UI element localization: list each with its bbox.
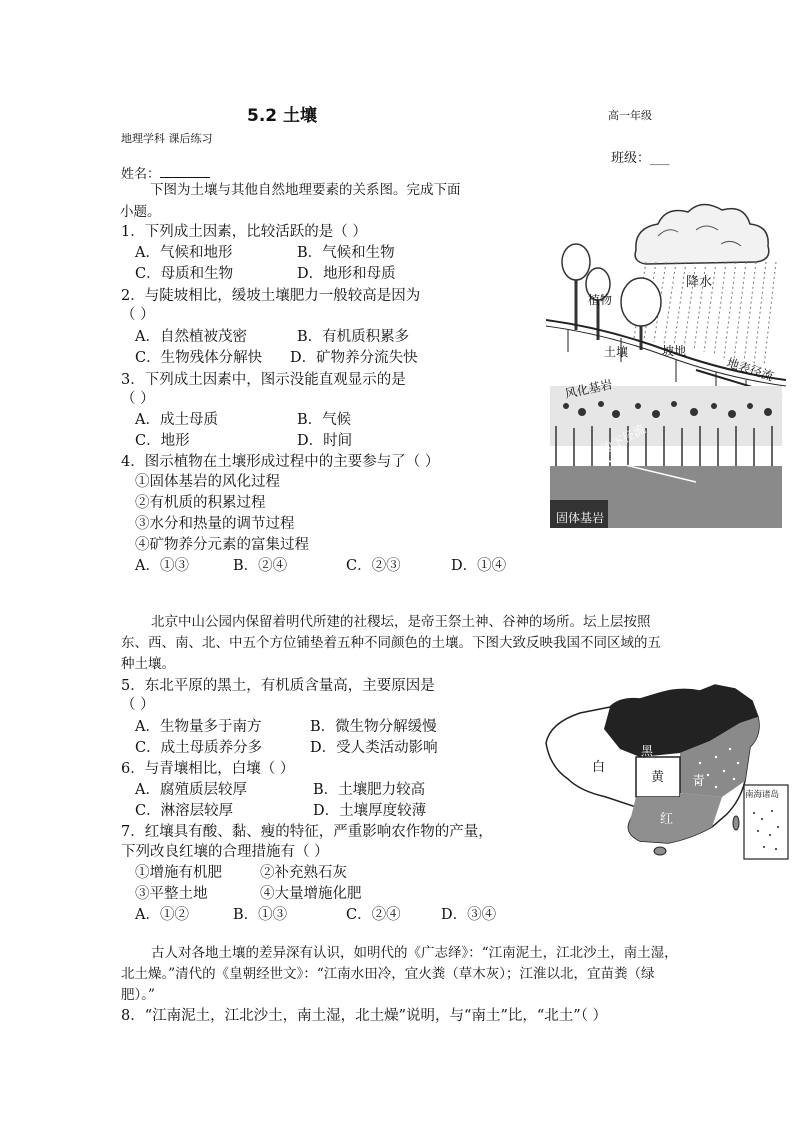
section3-intro: 古人对各地土壤的差异深有认识，如明代的《广志绎》：“江南泥土，江北沙土，南土湿，北土燥。”清代的《皇朝经世文》：“江南水田冷，宜火粪（草木灰）；江淮以北，宜苗粪（绿肥）。”	[121, 945, 678, 1003]
slope-label: 坡地	[662, 344, 687, 358]
q2-option-b[interactable]: B．有机质积累多	[297, 329, 410, 345]
q7-option-d[interactable]: D．③④	[441, 907, 497, 923]
q7-stem: 7．红壤具有酸、黏、瘦的特征，严重影响农作物的产量，	[121, 824, 493, 840]
soil-relationship-figure	[546, 200, 786, 532]
q5-answer-paren[interactable]: （ ）	[121, 697, 155, 713]
q8-stem: 8．“江南泥土，江北沙土，南土湿，北土燥”说明，与“南土”比，“北土”（ ）	[121, 1008, 608, 1024]
q4-option-b[interactable]: B．②④	[233, 558, 288, 574]
q3-option-c[interactable]: C．地形	[135, 433, 190, 449]
q7-statement-4: ④大量增施化肥	[260, 886, 362, 902]
name-label: 姓名：	[121, 167, 161, 182]
q7-stem-cont: 下列改良红壤的合理措施有（ ）	[121, 844, 329, 860]
surface-runoff-label: 地表径流	[725, 355, 776, 384]
q3-answer-paren[interactable]: （ ）	[121, 391, 155, 407]
groundwater-label: 地下径流	[598, 421, 648, 457]
islands-label: 南海诸岛	[745, 790, 780, 800]
q4-statement-4: ④矿物养分元素的富集过程	[135, 537, 309, 553]
q6-option-a[interactable]: A．腐殖质层较厚	[135, 782, 247, 798]
q1-option-b[interactable]: B．气候和生物	[297, 245, 395, 261]
q4-statement-2: ②有机质的积累过程	[135, 495, 266, 511]
q1-option-c[interactable]: C．母质和生物	[135, 266, 234, 282]
name-blank[interactable]	[160, 177, 210, 178]
q6-option-c[interactable]: C．淋溶层较厚	[135, 803, 234, 819]
q4-statement-3: ③水分和热量的调节过程	[135, 516, 295, 532]
q1-option-d[interactable]: D．地形和母质	[297, 266, 396, 282]
q5-option-c[interactable]: C．成土母质养分多	[135, 740, 263, 756]
section2-intro: 北京中山公园内保留着明代所建的社稷坛，是帝王祭土神、谷神的场所。坛上层按照东、西、南、北、中五个方位铺垫着五种不同颜色的土壤。下图大致反映我国不同区域的五种土壤。	[121, 614, 661, 672]
q4-option-a[interactable]: A．①③	[135, 558, 189, 574]
q3-stem: 3．下列成土因素中，图示没能直观显示的是	[121, 372, 406, 388]
q7-option-a[interactable]: A．①②	[135, 907, 189, 923]
q6-option-b[interactable]: B．土壤肥力较高	[313, 782, 426, 798]
page-title: 5.2 土壤	[247, 106, 318, 126]
soil-color-map	[540, 683, 790, 863]
cloud-icon	[635, 204, 769, 264]
rain-label: 降水	[686, 275, 713, 290]
q7-statement-1: ①增施有机肥	[135, 865, 222, 881]
class-label: 班级：___	[611, 151, 670, 166]
section1-intro-cont: 小题。	[120, 204, 161, 220]
weathered-bedrock-label: 风化基岩	[563, 377, 614, 401]
q7-statement-2: ②补充熟石灰	[260, 865, 347, 881]
q5-option-d[interactable]: D．受人类活动影响	[310, 740, 438, 756]
q6-option-d[interactable]: D．土壤厚度较薄	[313, 803, 427, 819]
q2-stem-text: 2．与陡坡相比，缓坡土壤肥力一般较高是因为	[121, 288, 421, 304]
q3-option-d[interactable]: D．时间	[297, 433, 353, 449]
q4-option-c[interactable]: C．②③	[346, 558, 401, 574]
subject-label: 地理学科 课后练习	[121, 132, 213, 145]
q3-option-b[interactable]: B．气候	[297, 412, 352, 428]
red-soil-label: 红	[660, 812, 674, 827]
plant-label: 植物	[588, 293, 613, 307]
q3-option-a[interactable]: A．成土母质	[135, 412, 218, 428]
q5-option-a[interactable]: A．生物量多于南方	[135, 719, 262, 735]
q4-stem: 4．图示植物在土壤形成过程中的主要参与了（ ）	[121, 454, 440, 470]
black-soil-label: 黑	[641, 744, 654, 758]
q7-statement-3: ③平整土地	[135, 886, 208, 902]
white-soil-label: 白	[592, 760, 606, 775]
section1-intro: 下图为土壤与其他自然地理要素的关系图。完成下面	[150, 182, 461, 198]
q2-option-c[interactable]: C．生物残体分解快	[135, 350, 263, 366]
q6-stem: 6．与青壤相比，白壤（ ）	[121, 761, 295, 777]
q4-statement-1: ①固体基岩的风化过程	[135, 474, 280, 490]
q2-option-d[interactable]: D．矿物养分流失快	[290, 350, 418, 366]
q7-option-b[interactable]: B．①③	[233, 907, 288, 923]
soil-label: 土壤	[604, 345, 629, 359]
q7-option-c[interactable]: C．②④	[346, 907, 401, 923]
q5-stem: 5．东北平原的黑土，有机质含量高，主要原因是	[121, 678, 435, 694]
q1-stem: 1．下列成土因素，比较活跃的是（ ）	[121, 224, 367, 240]
q4-option-d[interactable]: D．①④	[451, 558, 507, 574]
grade-label: 高一年级	[608, 109, 652, 122]
q5-option-b[interactable]: B．微生物分解缓慢	[310, 719, 437, 735]
q2-answer-paren[interactable]: （ ）	[121, 307, 155, 323]
bedrock-label: 固体基岩	[556, 511, 605, 525]
green-soil-label: 青	[692, 774, 706, 789]
q2-option-a[interactable]: A．自然植被茂密	[135, 329, 247, 345]
yellow-soil-label: 黄	[651, 770, 665, 785]
q1-option-a[interactable]: A．气候和地形	[135, 245, 233, 261]
red-soil-region	[628, 793, 722, 843]
